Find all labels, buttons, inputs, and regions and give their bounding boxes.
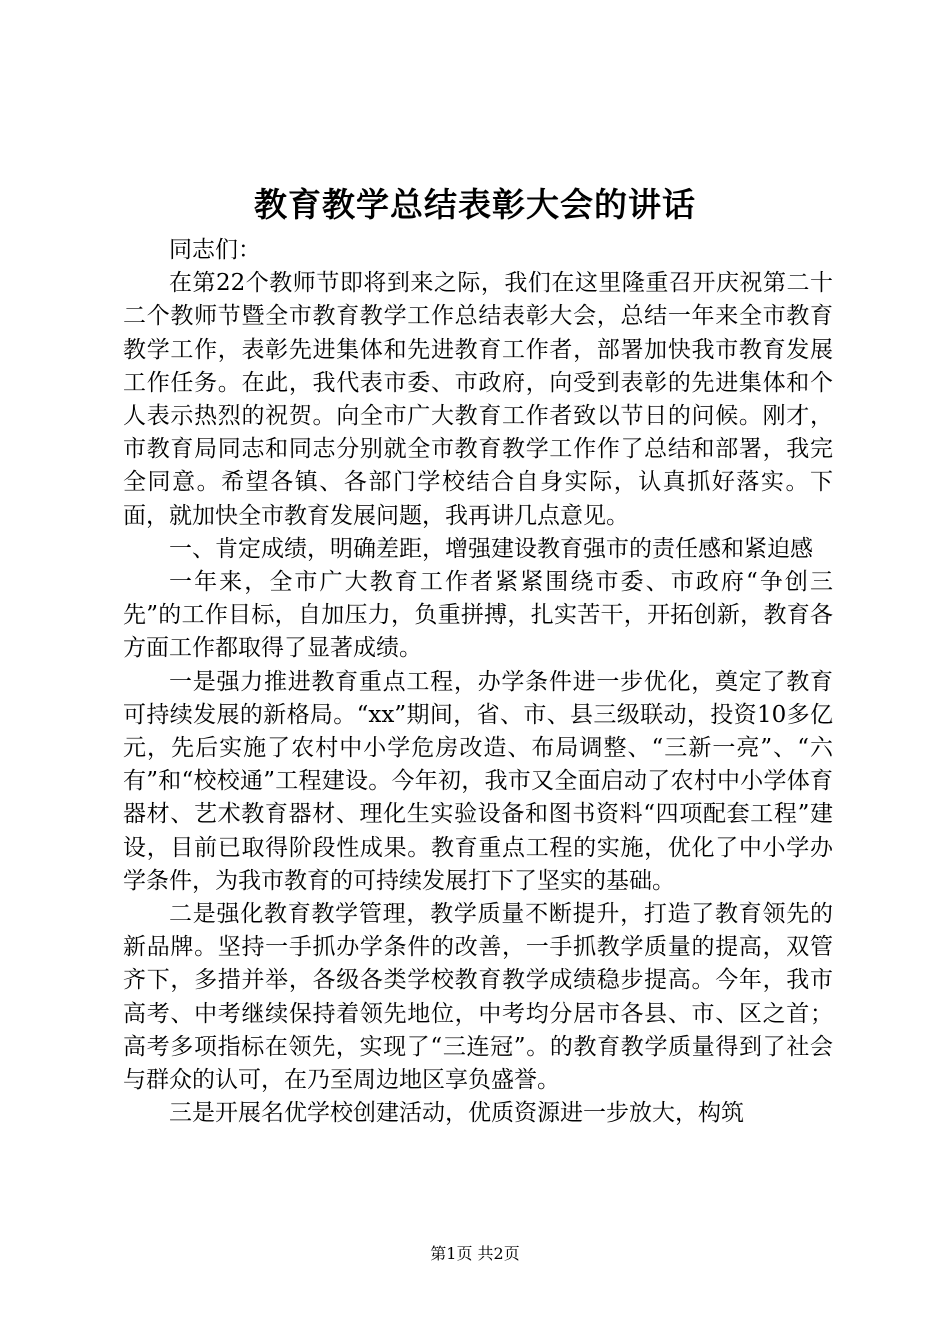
paragraph-achievements: 一年来，全市广大教育工作者紧紧围绕市委、市政府“争创三先”的工作目标，自加压力，负重拼搏，扎实苦干，开拓创新，教育各方面工作都取得了显著成绩。 — [123, 569, 833, 662]
paragraph-point-1: 一是强力推进教育重点工程，办学条件进一步优化，奠定了教育可持续发展的新格局。“xx”期间，省、市、县三级联动，投资10多亿元，先后实施了农村中小学危房改造、布局调整、“三新一亮”、“六有”和“校校通”工程建设。今年初，我市又全面启动了农村中小学体育器材、艺术教育器材、理化生实验设备和图书资料“四项配套工程”建设，目前已取得阶段性成果。教育重点工程的实施，优化了中小学办学条件，为我市教育的可持续发展打下了坚实的基础。 — [123, 668, 833, 894]
section-heading-1: 一、肯定成绩，明确差距，增强建设教育强市的责任感和紧迫感 — [169, 535, 813, 562]
document-title: 教育教学总结表彰大会的讲话 — [254, 185, 696, 224]
paragraph-salutation: 同志们： — [169, 237, 261, 263]
page-number-footer: 第1页 共2页 — [430, 1244, 520, 1263]
paragraph-point-3: 三是开展名优学校创建活动，优质资源进一步放大，构筑 — [169, 1100, 744, 1127]
document-body — [123, 234, 833, 1130]
paragraph-point-2: 二是强化教育教学管理，教学质量不断提升，打造了教育领先的新品牌。坚持一手抓办学条件的改善，一手抓教学质量的提高，双管齐下，多措并举，各级各类学校教育教学成绩稳步提高。今年，我市高考、中考继续保持着领先地位，中考均分居市各县、市、区之首；高考多项指标在领先，实现了“三连冠”。的教育教学质量得到了社会与群众的认可，在乃至周边地区享负盛誉。 — [123, 901, 833, 1094]
paragraph-intro: 在第22个教师节即将到来之际，我们在这里隆重召开庆祝第二十二个教师节暨全市教育教学工作总结表彰大会，总结一年来全市教育教学工作，表彰先进集体和先进教育工作者，部署加快我市教育发展工作任务。在此，我代表市委、市政府，向受到表彰的先进集体和个人表示热烈的祝贺。向全市广大教育工作者致以节日的问候。刚才，市教育局同志和同志分别就全市教育教学工作作了总结和部署，我完全同意。希望各镇、各部门学校结合自身实际，认真抓好落实。下面，就加快全市教育发展问题，我再讲几点意见。 — [123, 270, 833, 529]
